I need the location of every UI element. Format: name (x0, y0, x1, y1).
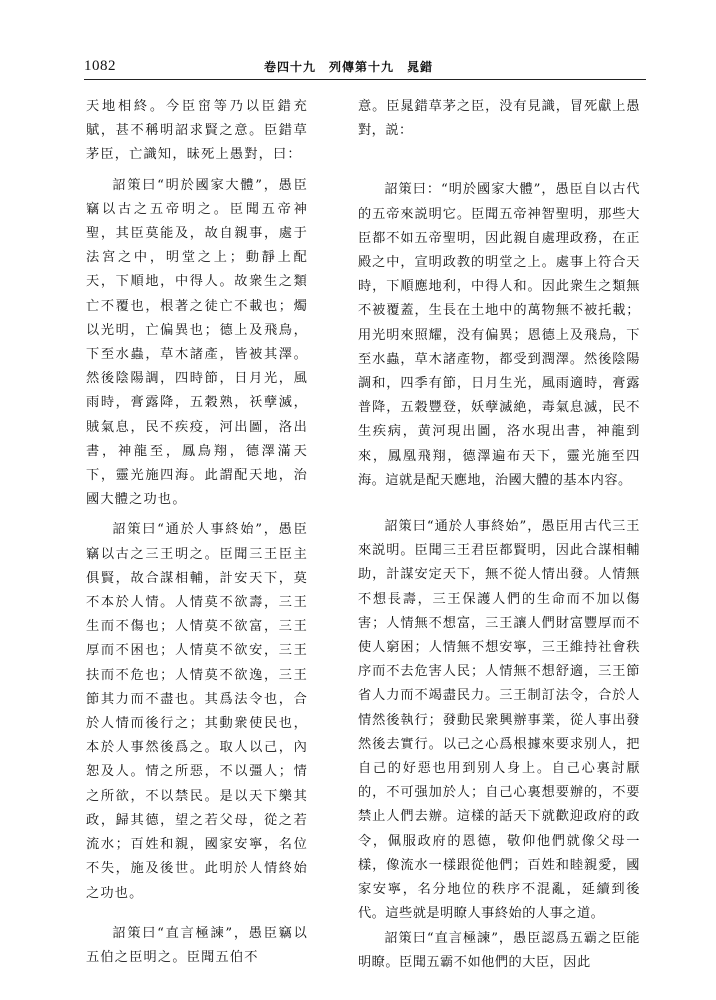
page-number: 1082 (84, 58, 116, 74)
classical-paragraph-three-kings: 詔策曰“通於人事終始”，愚臣竊以古之三王明之。臣聞三王臣主俱賢，故合謀相輔，計安天下，莫不本於人情。人情莫不欲壽，三王生而不傷也；人情莫不欲富，三王厚而不困也；人情莫不欲安，三王扶而不危也；人情莫不欲逸，三王節其力而不盡也。其爲法令也，合於人情而後行之；其動衆使民也，本於人事然後爲之。取人以己，內恕及人。情之所惡，不以彊人；情之所欲，不以禁民。是以天下樂其政，歸其德，望之若父母，從之若流水；百姓和親，國家安寧，名位不失，施及後世。此明於人情終始之功也。 (86, 522, 308, 901)
translation-column (358, 95, 640, 975)
classical-text-column (86, 95, 308, 970)
translation-paragraph-intro: 意。臣晁錯草茅之臣，没有見識，冒死獻上愚對，説： (358, 99, 640, 139)
classical-paragraph-intro: 天地相終。今臣窋等乃以臣錯充賦，甚不稱明詔求賢之意。臣錯草茅臣，亡識知，昧死上愚對，曰： (86, 99, 308, 163)
translation-paragraph-three-kings: 詔策曰“通於人事終始”，愚臣用古代三王來説明。臣聞三王君臣都賢明，因此合謀相輔助，計謀安定天下，無不從人情出發。人情無不想長壽，三王保護人們的生命而不加以傷害；人情無不想富，三王讓人們財富豐厚而不使人窮困；人情無不想安寧，三王維持社會秩序而不去危害人民；人情無不想舒適，三王節省人力而不竭盡民力。三王制訂法令，合於人情然後執行；發動民衆興辦事業，從人事出發然後去實行。以己之心爲根據來要求别人，把自己的好惡也用到别人身上。自己心裏討厭的，不可强加於人；自己心裏想要辦的，不要禁止人們去辦。這樣的話天下就歡迎政府的政令，佩服政府的恩德，敬仰他們就像父母一樣，像流水一樣跟從他們；百姓和睦親愛，國家安寧，名分地位的秩序不混亂，延續到後代。這些就是明瞭人事終始的人事之道。 (358, 519, 640, 922)
running-head: 卷四十九 列傳第十九 晁錯 (264, 60, 434, 74)
translation-paragraph-five-hegemons: 詔策曰“直言極諫”，愚臣認爲五霸之臣能明瞭。臣聞五霸不如他們的大臣，因此 (358, 930, 640, 970)
translation-paragraph-five-emperors: 詔策曰：“明於國家大體”，愚臣自以古代的五帝來説明它。臣聞五帝神智聖明，那些大臣都不如五帝聖明，因此親自處理政務，在正殿之中，宣明政教的明堂之上。處事上符合天時，下順應地利，中得人和。因此衆生之類無不被覆蓋，生長在土地中的萬物無不被托載；用光明來照耀，没有偏異；恩德上及飛鳥，下至水蟲，草木諸產物，都受到潤澤。然後陰陽調和，四季有節，日月生光，風雨適時，膏露普降，五穀豐登，妖孽滅絶，毒氣息滅，民不生疾病，黄河現出圖，洛水現出書，神龍到來，鳳凰飛翔，德澤遍布天下，靈光施至四海。這就是配天應地，治國大體的基本内容。 (358, 182, 640, 488)
classical-paragraph-five-hegemons: 詔策曰“直言極諫”，愚臣竊以五伯之臣明之。臣聞五伯不 (86, 925, 308, 965)
classical-paragraph-five-emperors: 詔策曰“明於國家大體”，愚臣竊以古之五帝明之。臣聞五帝神聖，其臣莫能及，故自親事，處于法宮之中，明堂之上；動靜上配天，下順地，中得人。故衆生之類亡不覆也，根著之徒亡不載也；燭以光明，亡偏異也；德上及飛鳥，下至水蟲，草木諸產，皆被其澤。然後陰陽調，四時節，日月光，風雨時，膏露降，五穀熟，祅孽滅，賊氣息，民不疾疫，河出圖，洛出書，神龍至，鳳鳥翔，德澤滿天下，靈光施四海。此謂配天地，治國大體之功也。 (86, 177, 308, 508)
page-header (84, 57, 646, 80)
